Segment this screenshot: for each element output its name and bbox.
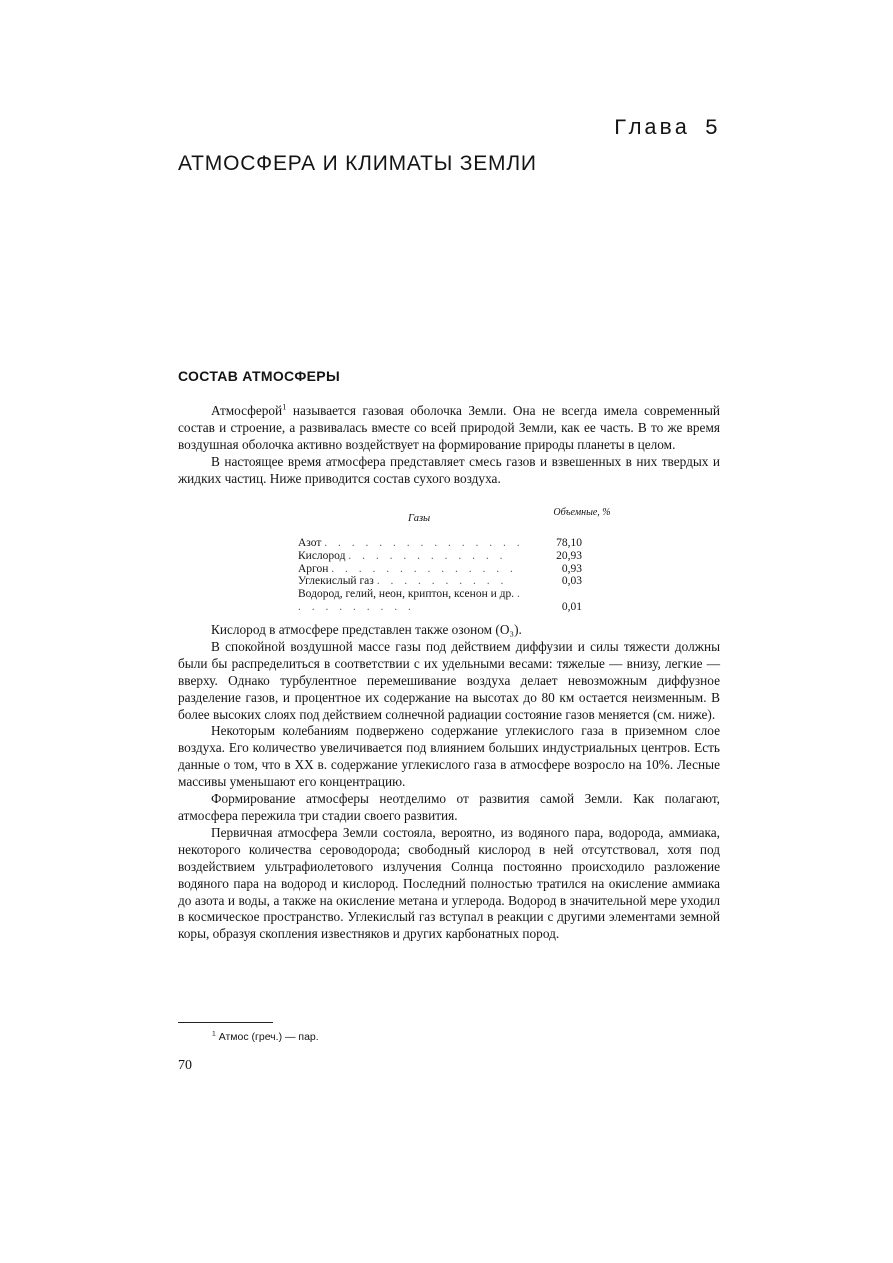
header-gas: Газы (408, 513, 431, 524)
gas-name: Углекислый газ (298, 575, 374, 588)
term-atmosphere: Атмосферой (211, 403, 283, 418)
paragraph: Формирование атмосферы неотделимо от развития самой Земли. Как полагают, атмосфера пережила три стадии своего развития. (178, 791, 720, 823)
table-row: Водород, гелий, неон, криптон, ксенон и др. . . . . . . . . . . 0,01 (298, 588, 582, 613)
gas-value: 20,93 (556, 549, 582, 562)
paragraph: В настоящее время атмосфера представляет смесь газов и взвешенных в них твердых и жидких частиц. Ниже приводится состав сухого воздуха. (178, 453, 720, 486)
gas-composition-table (298, 507, 618, 614)
paragraph: В спокойной воздушной массе газы под действием диффузии и силы тяжести должны были бы распределиться в соответствии с их удельными весами: тяжелые — внизу, легкие — вверху. Однако турбулентное перемешивание воздуха делает невозможным диффузное разделение газов, и процентное их содержание на высотах до 80 км остается неизменным. В более высоких слоях под действием солнечной радиации состояние газов меняется (см. ниже). (178, 638, 720, 722)
paragraph: Атмосферой$^1$ называется газовая оболочка Земли. Она не всегда имела современный состав и строение, а развивалась вместе со всей природой Земли, как ее часть. В то же время воздушная оболочка активно воздействует на формирование природы планеты в целом. (178, 401, 720, 452)
gas-value: 78,10 (556, 537, 582, 549)
footnote-mark: 1 (212, 1030, 216, 1038)
gas-name: Аргон (298, 562, 329, 575)
table-row: Аргон . . . . . . . . . . . . . . 0,93 (298, 562, 582, 575)
footnote-divider (178, 1022, 273, 1023)
header-volume: Объемные, % (553, 507, 611, 518)
table-header (298, 507, 618, 537)
section-heading: СОСТАВ АТМОСФЕРЫ (178, 368, 340, 384)
chapter-label: Глава 5 (613, 116, 720, 141)
page-number: 70 (178, 1058, 192, 1073)
gas-name: Кислород (298, 549, 346, 562)
gas-value: 0,93 (561, 562, 582, 575)
gas-name: Водород, гелий, неон, криптон, ксенон и др. (298, 588, 515, 601)
table-row: Кислород . . . . . . . . . . . . 20,93 (298, 549, 582, 562)
paragraph: Кислород в атмосфере представлен также озоном (O₃). (211, 622, 522, 637)
gas-value: 0,03 (561, 575, 582, 588)
footnote-ref[interactable]: 1 (282, 401, 287, 412)
table-row: Азот . . . . . . . . . . . . . . . 78,10 (298, 537, 582, 549)
paragraph: Первичная атмосфера Земли состояла, вероятно, из водяного пара, водорода, аммиака, некоторого количества сероводорода; свободный кислород в ней отсутствовал, хотя под воздействием ультрафиолетового излучения Солнца постоянно происходило разложение водяного пара на водород и кислород. Последний полностью тратился на окисление аммиака до азота и воды, а также на окисление метана и углерода. Водород в значительной мере уходил в космическое пространство. Углекислый газ вступал в реакции с другими элементами земной коры, образуя скопления известняков и других карбонатных пород. (178, 824, 720, 942)
body-paragraphs (178, 622, 720, 943)
intro-paragraphs (178, 403, 720, 488)
footnote (212, 1031, 319, 1043)
gas-name: Азот (298, 537, 322, 549)
footnote-text: Атмос (греч.) — пар. (218, 1031, 319, 1043)
gas-value: 0,01 (561, 600, 582, 613)
table-row: Углекислый газ . . . . . . . . . . 0,03 (298, 575, 582, 588)
paragraph: Некоторым колебаниям подвержено содержание углекислого газа в приземном слое воздуха. Его количество увеличивается под влиянием больших индустриальных центров. Есть данные о том, что в XX в. содержание углекислого газа в атмосфере возросло на 10%. Лесные массивы уменьшают его концентрацию. (178, 723, 720, 790)
chapter-title: АТМОСФЕРА И КЛИМАТЫ ЗЕМЛИ (178, 152, 537, 175)
